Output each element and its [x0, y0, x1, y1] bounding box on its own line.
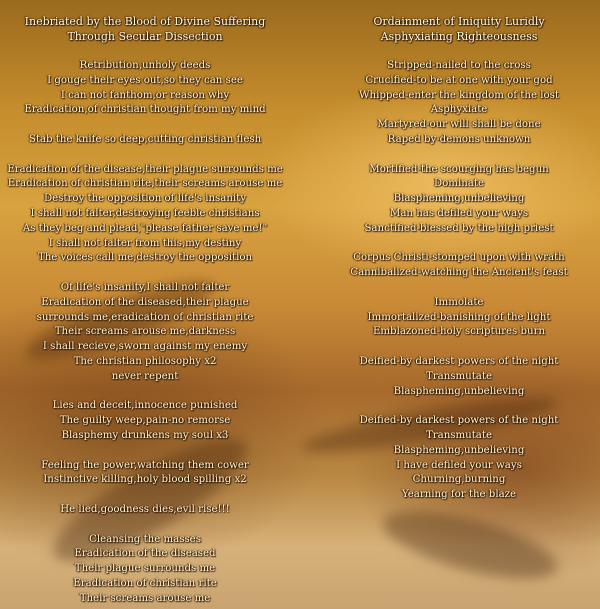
- stanza: [0, 133, 290, 148]
- lyric-line: Whipped-enter the kingdom of the lost: [359, 89, 559, 101]
- lyric-line: Yearning for the blaze: [401, 489, 517, 501]
- left-song-title: [0, 14, 290, 44]
- lyric-line: Raped by-demons unknown: [387, 133, 531, 145]
- lyric-line: Immolate: [434, 296, 484, 308]
- stanza: [0, 503, 290, 518]
- lyric-line: Eradication of the diseased: [74, 548, 216, 560]
- stanza: [314, 414, 600, 503]
- lyric-line: The guilty weep,pain-no remorse: [59, 415, 231, 427]
- lyric-line: I have defiled your ways: [396, 459, 522, 471]
- lyric-line: Eradication,of christian thought from my mind: [24, 104, 266, 116]
- lyric-line: Lies and deceit,innocence punished: [52, 400, 238, 412]
- lyric-line: Dominate: [434, 178, 484, 190]
- stanza: [314, 163, 600, 237]
- lyric-line: Blaspheming,unbelieving: [393, 385, 525, 397]
- lyric-line: Blaspheming,unbelieving: [393, 193, 525, 205]
- lyric-line: Feeling the power,watching them cower: [41, 459, 249, 471]
- lyric-line: Transmutate: [425, 370, 493, 382]
- title-line: Inebriated by the Blood of Divine Suffering: [24, 15, 266, 28]
- lyric-line: Crucified-to be at one with your god: [365, 74, 553, 86]
- stanza: [0, 533, 290, 607]
- lyric-line: Blasphemy drunkens my soul x3: [61, 429, 229, 441]
- stanza: [314, 59, 600, 148]
- lyric-line: never repent: [111, 370, 179, 382]
- title-line: Asphyxiating Righteousness: [380, 30, 538, 43]
- left-song-lyrics: [0, 59, 290, 606]
- stanza: [314, 251, 600, 281]
- lyric-line: Mortified-the scourging has begun: [369, 163, 549, 175]
- stanza: [0, 281, 290, 385]
- lyric-line: Corpus Christi-stomped upon with wrath: [353, 252, 565, 264]
- lyric-line: Transmutate: [425, 429, 493, 441]
- lyric-line: Stab the knife so deep,cutting christian flesh: [28, 133, 262, 145]
- title-line: Through Secular Dissection: [67, 30, 223, 43]
- lyric-line: I shall not falter from this,my destiny: [48, 237, 242, 249]
- lyric-line: Destroy the opposition of life's insanity: [43, 193, 247, 205]
- lyric-line: Sanctified-blessed by the high priest: [364, 222, 554, 234]
- stanza: [314, 296, 600, 340]
- lyric-line: The voices call me,destroy the opposition: [37, 252, 253, 264]
- lyric-line: Retribution,unholy deeds: [79, 60, 211, 71]
- lyric-line: Churning,burning: [412, 474, 506, 486]
- title-line: Ordainment of Iniquity Luridly: [373, 15, 545, 28]
- lyric-line: Cannibalized-watching the Ancient's feast: [350, 267, 568, 279]
- lyric-line: Blaspheming,unbelieving: [393, 444, 525, 456]
- left-song-column: [0, 14, 290, 609]
- right-song-column: [314, 14, 600, 518]
- lyric-line: Their plague surrounds me: [74, 563, 216, 575]
- right-song-lyrics: [314, 59, 600, 503]
- lyric-line: Cleansing the masses: [89, 533, 201, 545]
- lyric-line: Eradication of christian rite: [73, 577, 217, 589]
- lyric-line: He lied,goodness dies,evil rise!!!: [60, 503, 230, 515]
- lyric-line: Eradication of the diseased,their plague: [41, 296, 249, 308]
- right-song-title: [314, 14, 600, 44]
- lyric-line: Martyred-our will shall be done: [377, 119, 541, 131]
- lyric-line: Stripped-nailed to the cross: [387, 60, 531, 71]
- lyric-line: The christian philosophy x2: [73, 355, 217, 367]
- lyric-line: Immortalized-banishing of the light: [367, 311, 551, 323]
- lyric-line: I can not fanthom,or reason why: [60, 89, 230, 101]
- lyric-line: Of life's insanity,I shall not falter: [60, 281, 230, 293]
- lyric-line: I shall recieve,sworn against my enemy: [42, 341, 248, 353]
- lyric-line: Eradication of the disease,their plague surrounds me: [7, 163, 283, 175]
- lyric-line: Emblazoned-holy scriptures burn: [372, 326, 546, 338]
- lyric-line: I gouge their eyes out,so they can see: [47, 74, 243, 86]
- lyric-line: Asphyxiate: [430, 104, 488, 116]
- lyric-line: Deified-by darkest powers of the night: [359, 415, 559, 427]
- stanza: [0, 59, 290, 118]
- lyric-line: I shall not falter,destroying feeble christians: [30, 207, 260, 219]
- lyric-line: As they beg and plead,"please father save me!": [22, 222, 268, 234]
- stanza: [0, 459, 290, 489]
- lyric-line: surrounds me,eradication of christian rite: [36, 311, 254, 323]
- lyric-line: Eradication of christian rite,their screams arouse me: [7, 178, 283, 190]
- lyric-line: Man has defiled your ways: [389, 207, 529, 219]
- lyric-line: Instinctive killing,holy blood spilling x2: [43, 474, 247, 486]
- lyric-line: Their screams arouse me: [79, 592, 211, 604]
- stanza: [0, 399, 290, 443]
- lyric-line: Their screams arouse me,darkness: [54, 326, 236, 338]
- stanza: [314, 355, 600, 399]
- stanza: [0, 163, 290, 267]
- lyric-line: Deified-by darkest powers of the night: [359, 355, 559, 367]
